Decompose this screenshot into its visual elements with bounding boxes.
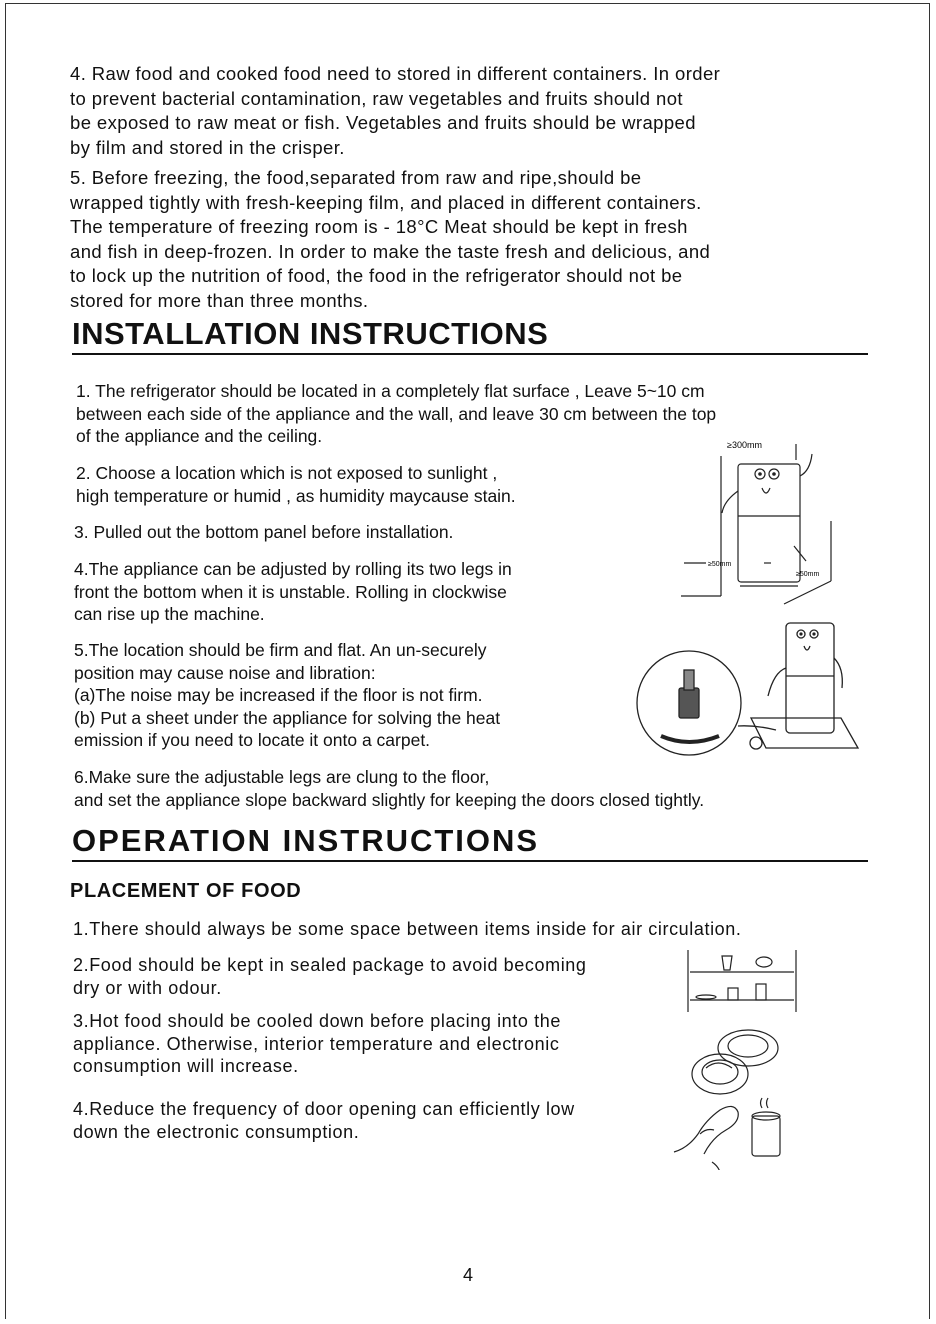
fridge-shelves-illustration [686,948,798,1014]
install-item-4: 4.The appliance can be adjusted by rolling its two legs in front the bottom when it is unstable. Rolling in clockwise can rise up the machine. [74,559,512,624]
fridge-clearance-illustration [676,436,841,606]
install-item-2: 2. Choose a location which is not exposed to sunlight , high temperature or humid , as humidity maycause stain. [76,463,516,506]
install-item-6: 6.Make sure the adjustable legs are clung to the floor, and set the appliance slope backward slightly for keeping the doors closed tightly. [74,767,705,810]
clearance-back-label: ≥50mm [796,571,820,578]
hot-food-illustration [690,1024,786,1096]
operation-item-2: 2.Food should be kept in sealed package to avoid becoming dry or with odour. [73,955,587,998]
placement-subheading: PLACEMENT OF FOOD [70,880,302,902]
operation-item-3: 3.Hot food should be cooled down before placing into the appliance. Otherwise, interior temperature and electronic consumption will increase. [73,1011,561,1076]
operation-rule [72,860,868,862]
clearance-top-label: ≥300mm [727,440,762,450]
install-item-1: 1. The refrigerator should be located in a completely flat surface , Leave 5~10 cm between each side of the appliance and the wall, and leave 30 cm between the top of the appliance and the ceiling. [76,381,717,446]
top-item-4: 4. Raw food and cooked food need to stored in different containers. In order to prevent bacterial contamination, raw vegetables and fruits should not be exposed to raw meat or fish. Vegetables and fruits should be wrapped by film and stored in the crisper. [70,63,721,158]
page-number: 4 [463,1265,474,1285]
adjustable-leg-illustration [636,618,868,766]
installation-rule [72,353,868,355]
install-item-5: 5.The location should be firm and flat. An un-securely position may cause noise and libration: (a)The noise may be increased if the floor is not firm. (b) Put a sheet under the appliance for solving the heat emission if you need to locate it onto a carpet. [74,640,501,750]
install-item-3: 3. Pulled out the bottom panel before installation. [74,522,454,542]
door-opening-illustration [670,1090,786,1170]
operation-item-1: 1.There should always be some space between items inside for air circulation. [73,919,742,939]
operation-item-4: 4.Reduce the frequency of door opening can efficiently low down the electronic consumption. [73,1099,575,1142]
installation-heading: INSTALLATION INSTRUCTIONS [72,316,549,351]
operation-heading: OPERATION INSTRUCTIONS [72,823,540,858]
clearance-side-label: ≥50mm [708,561,732,568]
top-item-5: 5. Before freezing, the food,separated from raw and ripe,should be wrapped tightly with fresh-keeping film, and placed in different containers. The temperature of freezing room is - 18°C Meat should be kept in fresh and fish in deep-frozen. In order to make the taste fresh and delicious, and to lock up the nutrition of food, the food in the refrigerator should not be stored for more than three months. [70,167,711,311]
